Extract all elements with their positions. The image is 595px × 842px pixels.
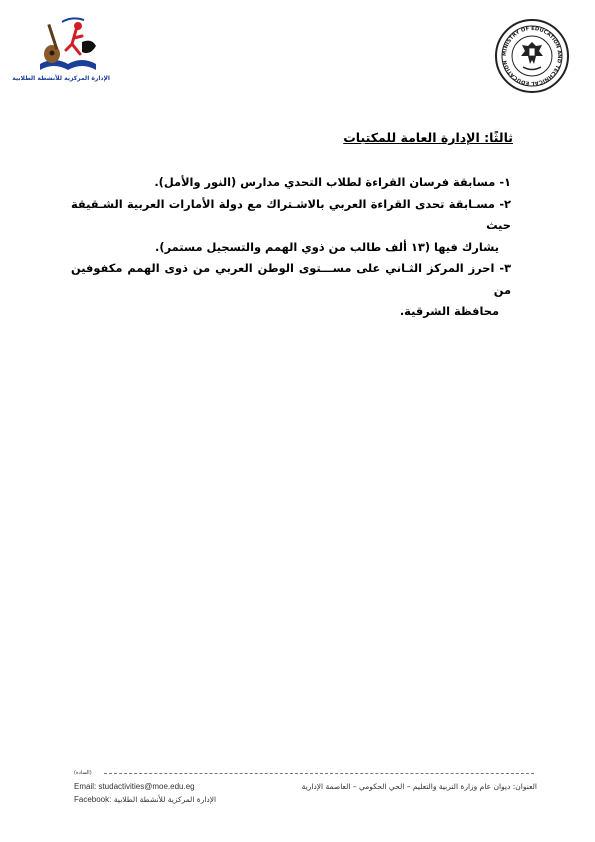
footer-email: Email: studactivities@moe.edu.eg — [74, 782, 195, 791]
logo-caption: الإدارة المركزية للأنشطة الطلابية — [12, 75, 110, 82]
activities-emblem-icon — [32, 16, 104, 76]
list-item — [71, 258, 511, 323]
footer-note: (السادة) — [74, 770, 92, 776]
item-number: ٢- — [499, 196, 511, 211]
facebook-page-name: الإدارة المركزية للأنشطة الطلابية — [113, 795, 217, 804]
footer-address: العنوان: ديوان عام وزارة التربية والتعليم – الحي الحكومي – العاصمة الإدارية — [301, 782, 537, 791]
item-continuation: يشارك فيها (١٣ ألف طالب من ذوي الهمم والتسجيل مستمر). — [155, 239, 499, 254]
ministry-seal-logo — [494, 18, 570, 94]
facebook-label: Facebook: — [74, 795, 112, 804]
seal-ring-text: MINISTRY OF EDUCATION AND TECHNICAL EDUCATION — [501, 25, 563, 87]
section-heading: ثالثًا: الإدارة العامة للمكتبات — [343, 130, 513, 145]
item-text: مسابقة فرسان القراءة لطلاب التحدي مدارس (النور والأمل). — [154, 175, 496, 189]
ministry-seal-icon — [494, 18, 570, 94]
item-continuation: محافظة الشرقية. — [399, 304, 499, 318]
item-number: ٣- — [499, 261, 512, 275]
footer-facebook — [74, 795, 216, 804]
list-item — [71, 172, 511, 194]
list-item — [71, 194, 511, 259]
item-number: ١- — [499, 175, 511, 189]
student-activities-logo — [12, 16, 110, 88]
item-text: مسـابقة تحدى القراءة العربي بالاشـتراك مع دولة الأمارات العربية الشـقيقة حيث — [71, 196, 511, 232]
footer-divider — [104, 773, 534, 774]
achievements-list — [71, 172, 511, 323]
item-text: احرز المركز الثـاني على مســـتوى الوطن العربي من ذوى الهمم مكفوفين من — [71, 261, 511, 297]
